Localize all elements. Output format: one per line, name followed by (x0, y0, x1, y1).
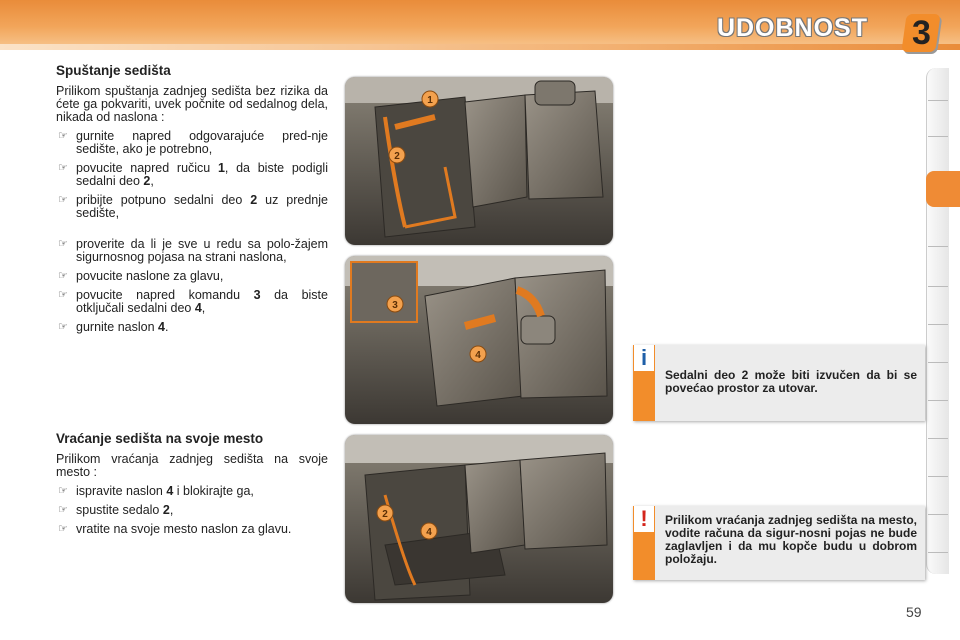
info-icon: i (634, 345, 654, 371)
list-item: ☞ pribijte potpuno sedalni deo 2 uz prednje sedište, (58, 193, 328, 220)
pointing-hand-icon: ☞ (58, 321, 68, 333)
active-chapter-tab[interactable] (926, 171, 960, 207)
warning-icon: ! (634, 506, 654, 532)
tab-divider (928, 324, 948, 325)
tab-divider (928, 286, 948, 287)
section-heading: Spuštanje sedišta (56, 63, 171, 78)
page-number: 59 (906, 604, 922, 620)
section-intro: Prilikom spuštanja zadnjeg sedišta bez rizika da ćete ga pokvariti, uvek počnite od sedalnog dela, nikada od naslona : (56, 84, 328, 124)
tab-divider (928, 400, 948, 401)
list-item: ☞ vratite na svoje mesto naslon za glavu. (58, 522, 292, 536)
pointing-hand-icon: ☞ (58, 238, 68, 250)
info-note-text: Sedalni deo 2 može biti izvučen da bi se povećao prostor za utovar. (665, 368, 917, 395)
section-intro: Prilikom vraćanja zadnjeg sedišta na svoje mesto : (56, 452, 328, 479)
pointing-hand-icon: ☞ (58, 289, 68, 301)
tab-divider (928, 438, 948, 439)
list-item: ☞ proverite da li je sve u redu sa polo-žajem sigurnosnog pojasa na strani naslona, (58, 237, 328, 264)
seat-photo-2 (345, 256, 613, 424)
tab-divider (928, 514, 948, 515)
callout-label: 2 (382, 509, 388, 520)
list-item: ☞ gurnite naslon 4. (58, 320, 169, 334)
chapter-tabs[interactable] (926, 68, 949, 574)
info-note (633, 345, 925, 421)
tab-divider (928, 100, 948, 101)
seat-photo-3 (345, 435, 613, 603)
list-item: ☞ gurnite napred odgovarajuće pred-nje sedište, ako je potrebno, (58, 129, 328, 156)
section-heading: Vraćanje sedišta na svoje mesto (56, 431, 264, 446)
pointing-hand-icon: ☞ (58, 130, 68, 142)
tab-divider (928, 476, 948, 477)
steps-list (56, 485, 328, 536)
callout-label: 1 (427, 95, 433, 106)
tab-divider (928, 136, 948, 137)
list-item: ☞ povucite naslone za glavu, (58, 269, 224, 283)
pointing-hand-icon: ☞ (58, 270, 68, 282)
header-band (0, 44, 960, 50)
seat-photo-1 (345, 77, 613, 245)
steps-list-a (56, 130, 328, 220)
pointing-hand-icon: ☞ (58, 504, 68, 516)
warning-note-text: Prilikom vraćanja zadnjeg sedišta na mesto, vodite računa da sigur-nosni pojas ne bude zaglavljen i da mu kopče budu u dobrom položaju. (665, 513, 917, 566)
list-item: ☞ povucite napred komandu 3 da biste otključali sedalni deo 4, (58, 288, 328, 315)
callout-label: 4 (426, 527, 432, 538)
tab-divider (928, 246, 948, 247)
tab-divider (928, 552, 948, 553)
list-item: ☞ spustite sedalo 2, (58, 503, 174, 517)
list-item: ☞ povucite napred ručicu 1, da biste podigli sedalni deo 2, (58, 161, 328, 188)
section-returning-seat (56, 432, 328, 536)
tab-divider (928, 362, 948, 363)
list-item: ☞ ispravite naslon 4 i blokirajte ga, (58, 484, 254, 498)
pointing-hand-icon: ☞ (58, 162, 68, 174)
callout-label: 2 (394, 151, 400, 162)
callout-label: 3 (392, 300, 398, 311)
pointing-hand-icon: ☞ (58, 194, 68, 206)
chapter-title: UDOBNOST (716, 14, 868, 42)
pointing-hand-icon: ☞ (58, 523, 68, 535)
section-lowering-seat (56, 64, 328, 334)
warning-note (633, 506, 925, 580)
chapter-number: 3 (912, 14, 931, 52)
pointing-hand-icon: ☞ (58, 485, 68, 497)
callout-label: 4 (475, 350, 481, 361)
steps-list-b (56, 238, 328, 334)
